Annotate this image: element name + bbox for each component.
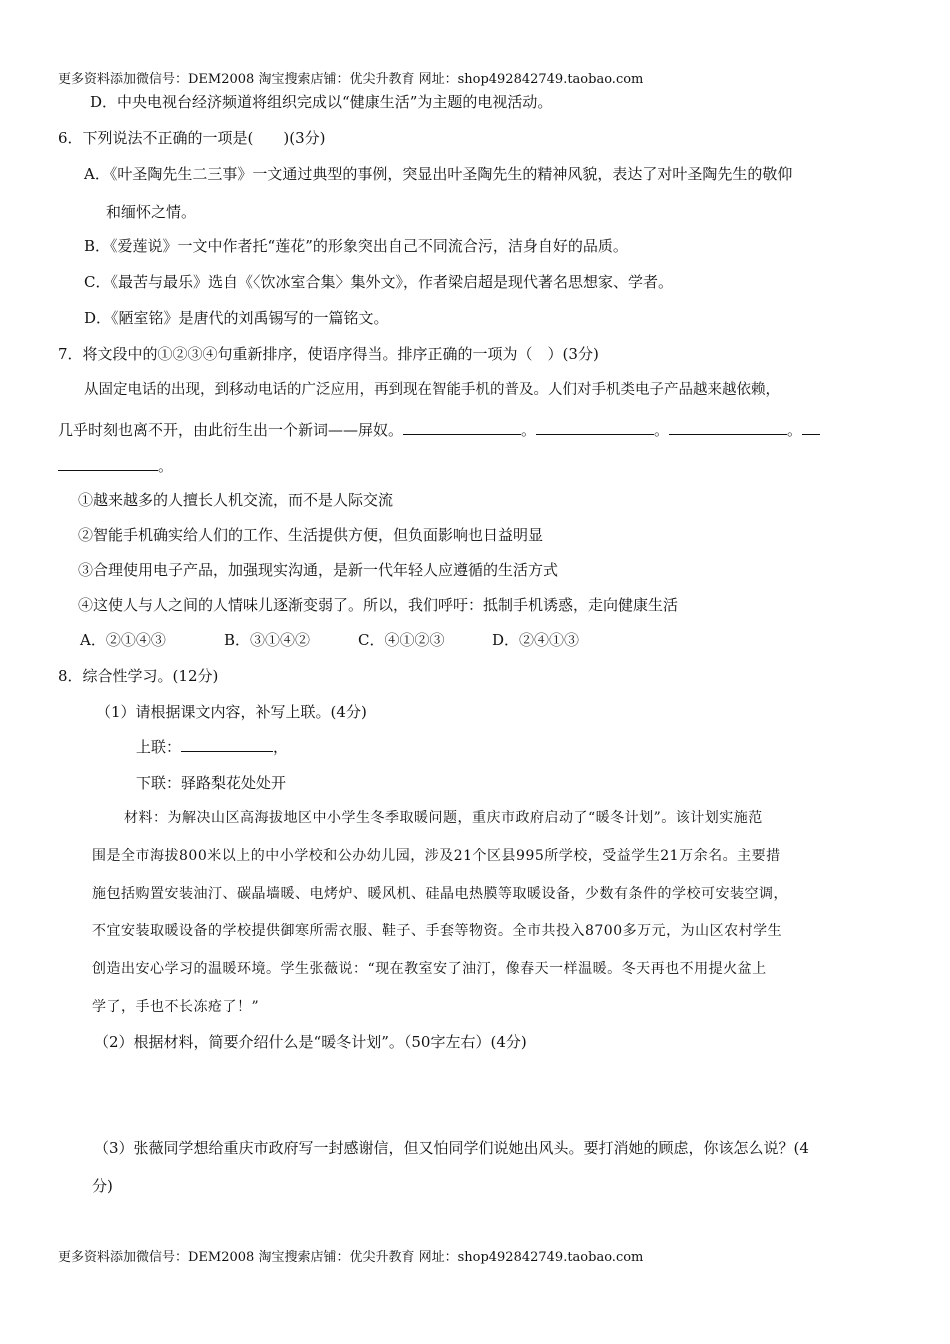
q8-part3: （3）张薇同学想给重庆市政府写一封感谢信，但又怕同学们说她出风头。要打消她的顾虑，你该怎么说？(4 [94, 1139, 809, 1157]
q7-passage-line3: 。 [58, 456, 173, 476]
q8-stem: 8．综合性学习。(12分) [58, 667, 219, 685]
q7-stem: 7．将文段中的①②③④句重新排序，使语序得当。排序正确的一项为（ ）(3分) [58, 345, 599, 363]
q6-option-a-cont: 和缅怀之情。 [106, 203, 197, 221]
q8-part2: （2）根据材料，简要介绍什么是“暖冬计划”。（50字左右）(4分) [94, 1033, 527, 1051]
q7-option-a: A．②①④③ [80, 631, 166, 649]
q7-sentence-1: ①越来越多的人擅长人机交流，而不是人际交流 [78, 491, 394, 509]
answer-blank-2[interactable] [536, 420, 654, 435]
material-line-5: 创造出安心学习的温暖环境。学生张薇说：“现在教室安了油汀，像春天一样温暖。冬天再也不用提火盆上 [92, 961, 767, 977]
answer-blank-3[interactable] [669, 420, 787, 435]
material-line-3: 施包括购置安装油汀、碳晶墙暖、电烤炉、暖风机、硅晶电热膜等取暖设备，少数有条件的学校可安装空调， [92, 886, 788, 902]
q8-part3-cont: 分) [92, 1177, 113, 1195]
q8-lower-couplet: 下联：驿路梨花处处开 [136, 774, 287, 792]
q8-upper-couplet: 上联： ， [136, 738, 289, 756]
q7-sentence-4: ④这使人与人之间的人情味儿逐渐变弱了。所以，我们呼吁：抵制手机诱惑，走向健康生活 [78, 596, 679, 614]
q7-option-d: D．②④①③ [492, 631, 580, 649]
q5-option-d: D．中央电视台经济频道将组织完成以“健康生活”为主题的电视活动。 [90, 93, 553, 111]
answer-blank-1[interactable] [403, 420, 521, 435]
material-line-1: 材料：为解决山区高海拔地区中小学生冬季取暖问题，重庆市政府启动了“暖冬计划”。该计划实施范 [124, 810, 763, 826]
q6-option-d: D．《陋室铭》是唐代的刘禹锡写的一篇铭文。 [84, 309, 389, 327]
upper-label: 上联： [136, 738, 182, 756]
material-line-6: 学了，手也不长冻疮了！” [92, 999, 260, 1015]
q6-option-b: B．《爱莲说》一文中作者托“莲花”的形象突出自己不同流合污，洁身自好的品质。 [84, 237, 628, 255]
q7-passage-text: 几乎时刻也离不开，由此衍生出一个新词——屏奴。 [58, 421, 404, 439]
q7-sentence-2: ②智能手机确实给人们的工作、生活提供方便，但负面影响也日益明显 [78, 526, 544, 544]
answer-blank-4[interactable] [802, 420, 820, 435]
q6-option-c: C．《最苦与最乐》选自《〈饮冰室合集〉集外文》，作者梁启超是现代著名思想家、学者。 [84, 273, 673, 291]
q6-stem: 6．下列说法不正确的一项是( )(3分) [58, 129, 326, 147]
q7-passage-line2: 几乎时刻也离不开，由此衍生出一个新词——屏奴。 。 。 。 [58, 420, 820, 440]
q8-part1: （1）请根据课文内容，补写上联。(4分) [96, 703, 367, 721]
q7-passage-line1: 从固定电话的出现，到移动电话的广泛应用，再到现在智能手机的普及。人们对手机类电子产品越来越依赖， [84, 382, 780, 398]
answer-blank-4-cont[interactable] [58, 456, 158, 471]
q7-option-c: C．④①②③ [358, 631, 445, 649]
q7-sentence-3: ③合理使用电子产品，加强现实沟通，是新一代年轻人应遵循的生活方式 [78, 561, 559, 579]
material-line-4: 不宜安装取暖设备的学校提供御寒所需衣服、鞋子、手套等物资。全市共投入8700多万元，为山区农村学生 [92, 923, 783, 939]
q6-option-a: A．《叶圣陶先生二三事》一文通过典型的事例，突显出叶圣陶先生的精神风貌，表达了对叶圣陶先生的敬仰 [84, 165, 793, 183]
upper-couplet-blank[interactable] [181, 737, 273, 752]
q7-option-b: B．③①④② [224, 631, 311, 649]
material-line-2: 围是全市海拔800米以上的中小学校和公办幼儿园，涉及21个区县995所学校，受益学生21万余名。主要措 [92, 848, 781, 864]
page-footer: 更多资料添加微信号：DEM2008 淘宝搜索店铺：优尖升教育 网址：shop492842749.taobao.com [58, 1250, 644, 1265]
page-header: 更多资料添加微信号：DEM2008 淘宝搜索店铺：优尖升教育 网址：shop492842749.taobao.com [58, 72, 644, 87]
